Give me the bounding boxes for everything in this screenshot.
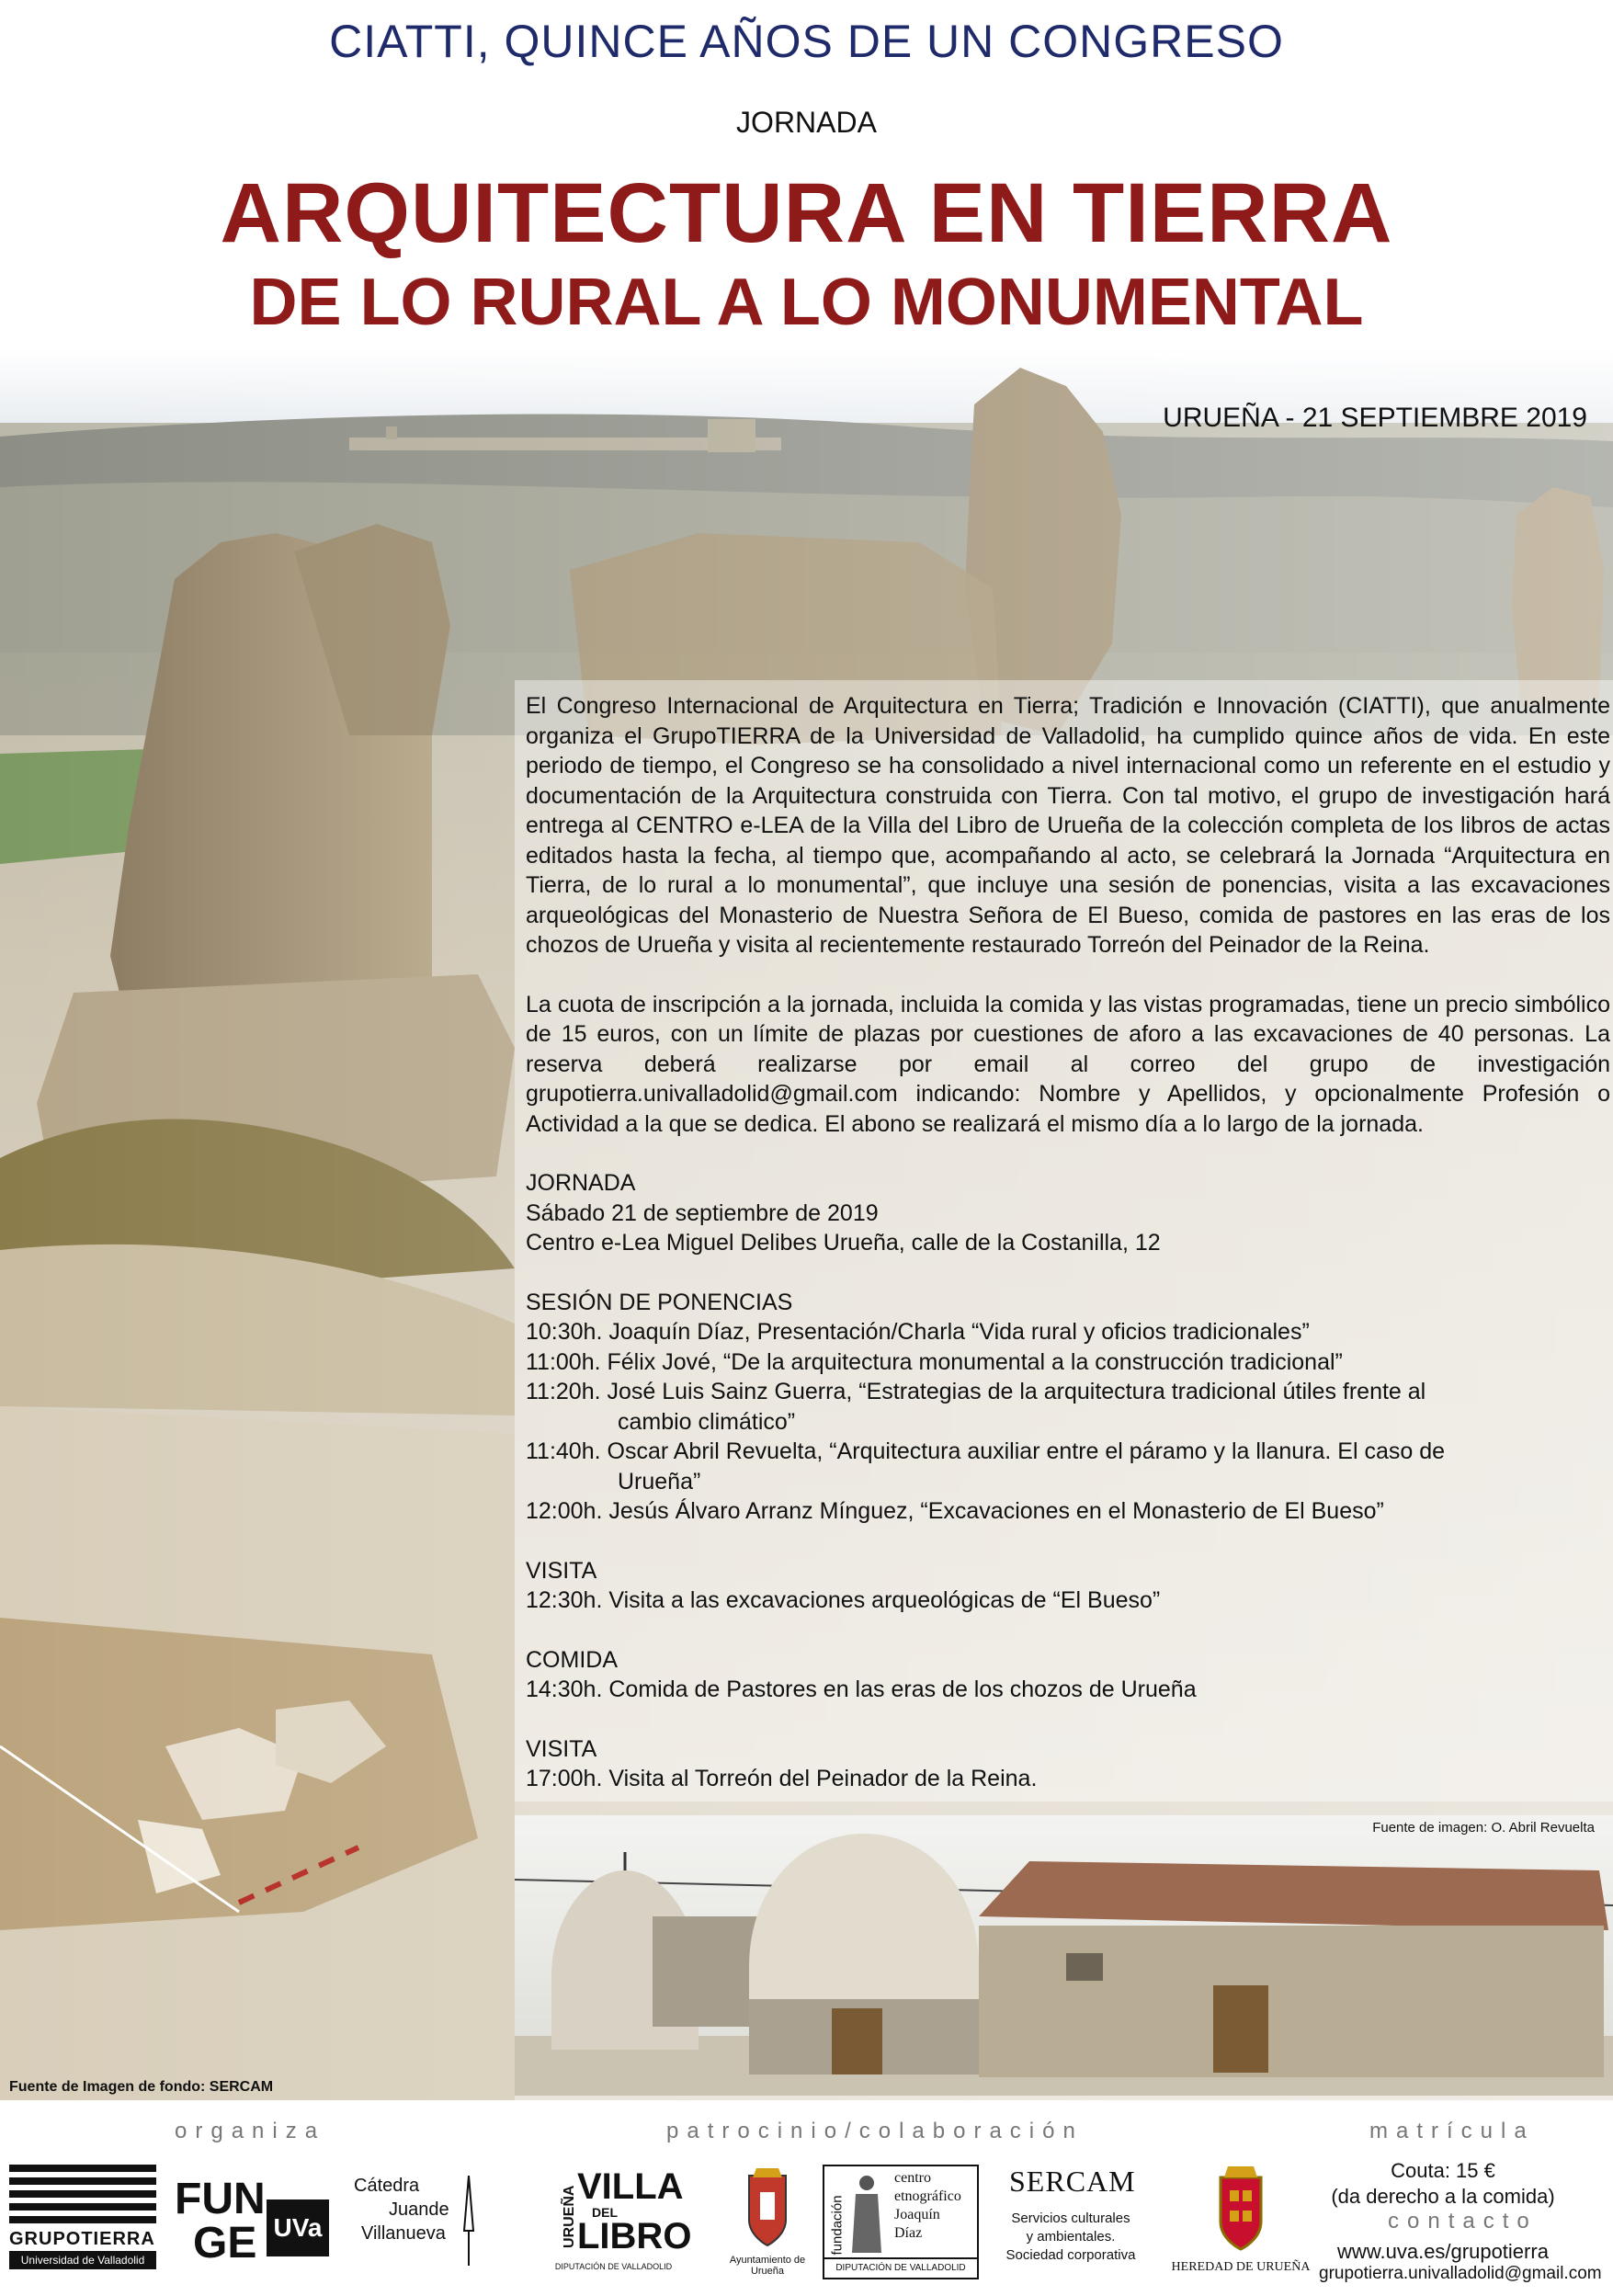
sercam-line-2: y ambientales. — [1026, 2229, 1116, 2245]
catedra-line-1: Cátedra — [354, 2176, 420, 2196]
fund-line-1: centro — [894, 2170, 931, 2186]
fee: Couta: 15 € — [1391, 2159, 1495, 2182]
visit-2: 17:00h. Visita al Torreón del Peinador de la Reina. — [526, 1766, 1038, 1791]
jornada-date: Sábado 21 de septiembre de 2019 — [526, 1199, 879, 1226]
jornada-heading: JORNADA — [526, 1170, 636, 1196]
background-credit: Fuente de Imagen de fondo: SERCAM — [9, 2079, 274, 2095]
organiza-label: organiza — [175, 2119, 326, 2143]
talk-4-continued: Urueña” — [618, 1468, 701, 1495]
main-title: ARQUITECTURA EN TIERRA — [220, 166, 1393, 260]
fundacion-joaquin-diaz-logo — [823, 2165, 979, 2279]
coat-of-arms-icon — [740, 2165, 795, 2247]
matricula-label: matrícula — [1369, 2119, 1535, 2143]
catedra-logo — [354, 2176, 483, 2277]
visit-1: 12:30h. Visita a las excavaciones arqueológicas de “El Bueso” — [526, 1587, 1161, 1613]
visit-1-heading: VISITA — [526, 1557, 597, 1584]
funge-text-bottom: GE — [193, 2219, 257, 2268]
subtitle: DE LO RURAL A LO MONUMENTAL — [249, 266, 1364, 339]
villa-del-libro-logo — [551, 2166, 692, 2277]
email-link[interactable]: grupotierra.univalladolid@gmail.com — [1319, 2264, 1602, 2283]
villa-del: DEL — [592, 2205, 618, 2220]
footer — [0, 2100, 1613, 2296]
grupotierra-logo — [9, 2165, 156, 2275]
villa-sub: DIPUTACIÓN DE VALLADOLID — [554, 2262, 673, 2271]
trowel-icon — [455, 2176, 483, 2268]
funge-uva-logo — [175, 2174, 340, 2275]
sercam-line-3: Sociedad corporativa — [1005, 2247, 1136, 2263]
website-link[interactable]: www.uva.es/grupotierra — [1337, 2240, 1549, 2263]
catedra-line-3: Villanueva — [361, 2223, 446, 2244]
ayuntamiento-logo — [721, 2165, 813, 2279]
registration-paragraph: La cuota de inscripción a la jornada, incluida la comida y las vistas programadas, tiene un precio simbólico de 15 euros, con un límite de plazas por cuestiones de aforo a las excavaciones de 40 personas. La reserva deberá realizarse por email al correo del grupo de investigación grupotierra.univalladolid@gmail.com indicando: Nombre y Apellidos, y opcionalmente Profesión o Actividad a la que se dedica. El abono se realizará el mismo día a lo largo de la jornada. — [526, 991, 1610, 1137]
event-description — [526, 691, 1610, 1794]
date-location: URUEÑA - 21 SEPTIEMBRE 2019 — [1163, 403, 1587, 433]
libro-text: LIBRO — [577, 2216, 692, 2256]
event-type: JORNADA — [736, 106, 877, 139]
funge-text-top: FUN — [175, 2175, 266, 2223]
fund-line-4: Díaz — [894, 2225, 923, 2241]
fee-note: (da derecho a la comida) — [1331, 2185, 1555, 2208]
contacto-label: contacto — [1388, 2209, 1538, 2233]
grupotierra-sub: Universidad de Valladolid — [9, 2251, 156, 2269]
talk-3-continued: cambio climático” — [618, 1408, 796, 1435]
fund-line-2: etnográfico — [894, 2188, 961, 2204]
sercam-logo — [1002, 2165, 1140, 2275]
fund-line-3: Joaquín — [894, 2207, 940, 2222]
fundacion-text: fundación — [829, 2195, 846, 2256]
villa-urueña: URUEÑA — [562, 2185, 577, 2248]
villa-text: VILLA — [577, 2166, 684, 2207]
grupotierra-text: GRUPOTIERRA — [9, 2229, 155, 2249]
talk-1: 10:30h. Joaquín Díaz, Presentación/Charla “Vida rural y oficios tradicionales” — [526, 1319, 1310, 1345]
talk-4: 11:40h. Oscar Abril Revuelta, “Arquitectura auxiliar entre el páramo y la llanura. El caso de — [526, 1438, 1446, 1464]
fund-sub: DIPUTACIÓN DE VALLADOLID — [824, 2257, 977, 2278]
chozos-photo — [515, 1815, 1613, 2096]
sercam-text: SERCAM — [1009, 2165, 1136, 2198]
heraldic-shield-icon — [1213, 2165, 1268, 2252]
visit-2-heading: VISITA — [526, 1735, 597, 1762]
talk-3: 11:20h. José Luis Sainz Guerra, “Estrategias de la arquitectura tradicional útiles frente al — [526, 1379, 1426, 1404]
image-credit: Fuente de imagen: O. Abril Revuelta — [1372, 1820, 1595, 1836]
talk-5: 12:00h. Jesús Álvaro Arranz Mínguez, “Excavaciones en el Monasterio de El Bueso” — [526, 1498, 1384, 1524]
lunch: 14:30h. Comida de Pastores en las eras de los chozos de Urueña — [526, 1677, 1197, 1702]
ponencias-heading: SESIÓN DE PONENCIAS — [526, 1289, 793, 1315]
heredad-logo — [1163, 2165, 1319, 2279]
patrocinio-label: patrocinio/colaboración — [666, 2119, 1084, 2143]
lunch-heading: COMIDA — [526, 1646, 618, 1673]
heredad-text: HEREDAD DE URUEÑA — [1171, 2260, 1311, 2274]
ayuntamiento-text: Ayuntamiento de Urueña — [729, 2255, 806, 2277]
figure-icon — [848, 2172, 885, 2255]
sercam-line-1: Servicios culturales — [1011, 2211, 1130, 2226]
congress-title: CIATTI, QUINCE AÑOS DE UN CONGRESO — [329, 16, 1284, 67]
uva-text: UVa — [267, 2199, 329, 2256]
catedra-line-2: Juande — [389, 2199, 449, 2220]
intro-paragraph: El Congreso Internacional de Arquitectura en Tierra; Tradición e Innovación (CIATTI), que anualmente organiza el GrupoTIERRA de la Universidad de Valladolid, ha cumplido quince años de vida. En este periodo de tiempo, el Congreso se ha consolidado a nivel internacional como un referente en el estudio y documentación de la Arquitectura construida con Tierra. Con tal motivo, el grupo de investigación hará entrega al CENTRO e-LEA de la Villa del Libro de Urueña de la colección completa de los libros de actas editados hasta la fecha, al tiempo que, acompañando al acto, se celebrará la Jornada “Arquitectura en Tierra, de lo rural a lo monumental”, que incluye una sesión de ponencias, visita a las excavaciones arqueológicas del Monasterio de Nuestra Señora de El Bueso, comida de pastores en las eras de los chozos de Urueña y visita al recientemente restaurado Torreón del Peinador de la Reina. — [526, 693, 1610, 958]
talk-2: 11:00h. Félix Jové, “De la arquitectura monumental a la construcción tradicional” — [526, 1348, 1343, 1375]
jornada-place: Centro e-Lea Miguel Delibes Urueña, calle de la Costanilla, 12 — [526, 1230, 1161, 1256]
